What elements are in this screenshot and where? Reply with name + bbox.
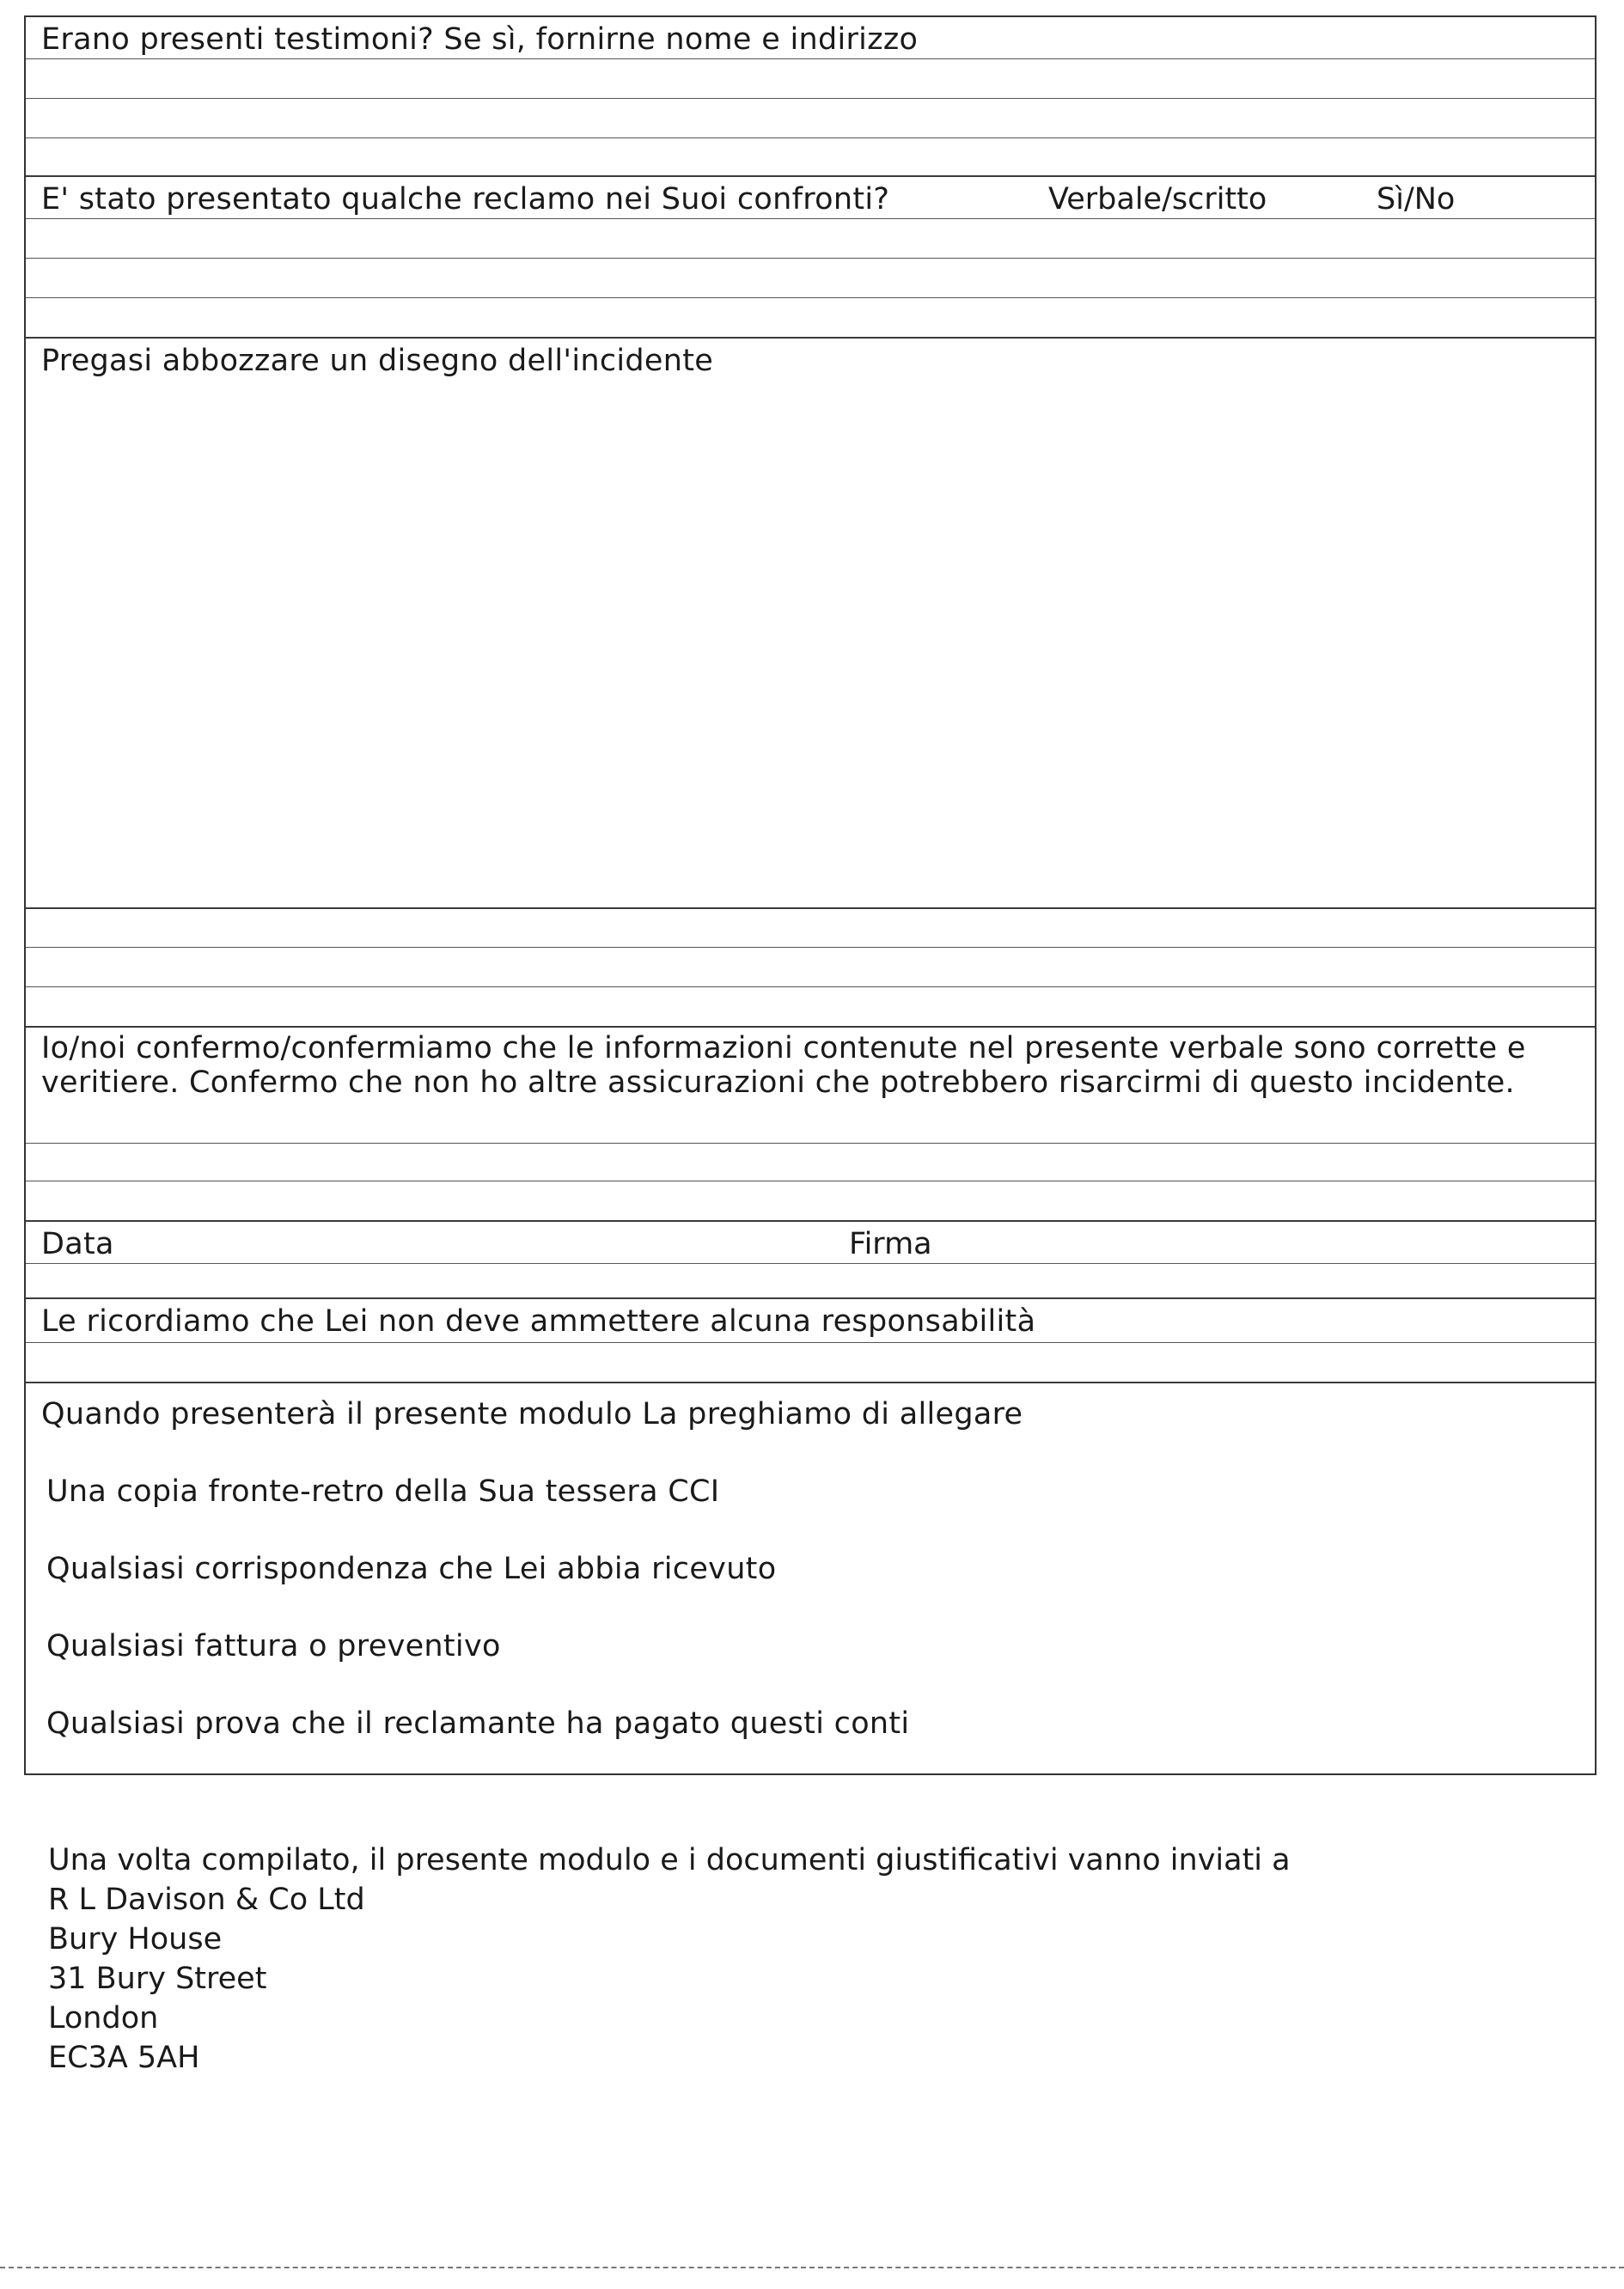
claim-yes-no-label[interactable]: Sì/No bbox=[1377, 182, 1456, 217]
date-label: Data bbox=[41, 1227, 114, 1261]
date-signature-line[interactable] bbox=[26, 1263, 1595, 1264]
attachment-item: Qualsiasi corrispondenza che Lei abbia ricevuto bbox=[46, 1552, 777, 1586]
footer-instruction: Una volta compilato, il presente modulo e i documenti giustificativi vanno inviati a bbox=[48, 1843, 1291, 1877]
section-divider bbox=[26, 1143, 1595, 1144]
claim-type-label: Verbale/scritto bbox=[1048, 182, 1267, 217]
answer-line[interactable] bbox=[26, 297, 1595, 298]
signature-label: Firma bbox=[849, 1227, 932, 1261]
claim-question: E' stato presentato qualche reclamo nei Suoi confronti? bbox=[41, 182, 890, 217]
attachment-item: Una copia fronte-retro della Sua tessera CCI bbox=[46, 1474, 720, 1509]
answer-line[interactable] bbox=[26, 58, 1595, 59]
answer-line[interactable] bbox=[26, 947, 1595, 948]
attachment-item: Qualsiasi fattura o preventivo bbox=[46, 1629, 501, 1663]
page-bottom-rule bbox=[0, 2267, 1624, 2268]
footer bbox=[48, 1840, 1291, 2078]
answer-line[interactable] bbox=[26, 98, 1595, 99]
section-divider bbox=[26, 1342, 1595, 1343]
answer-line[interactable] bbox=[26, 986, 1595, 987]
declaration-text: Io/noi confermo/confermiamo che le informazioni contenute nel presente verbale sono corrette e veritiere. Confermo che non ho altre assicurazioni che potrebbero risarcirmi di questo incidente. bbox=[41, 1031, 1526, 1100]
sketch-area[interactable] bbox=[26, 382, 1595, 906]
address-line: R L Davison & Co Ltd bbox=[48, 1883, 365, 1917]
section-divider bbox=[26, 337, 1595, 339]
address-line: Bury House bbox=[48, 1922, 223, 1956]
section-divider bbox=[26, 175, 1595, 177]
reminder-text: Le ricordiamo che Lei non deve ammettere alcuna responsabilità bbox=[41, 1304, 1036, 1339]
sketch-prompt: Pregasi abbozzare un disegno dell'incidente bbox=[41, 344, 714, 378]
answer-line[interactable] bbox=[26, 137, 1595, 138]
section-divider bbox=[26, 907, 1595, 909]
witnesses-question: Erano presenti testimoni? Se sì, fornirne nome e indirizzo bbox=[41, 22, 919, 57]
section-divider bbox=[26, 1220, 1595, 1222]
attachment-item: Qualsiasi prova che il reclamante ha pagato questi conti bbox=[46, 1706, 910, 1741]
address-line: London bbox=[48, 2001, 159, 2036]
attachments-intro: Quando presenterà il presente modulo La preghiamo di allegare bbox=[41, 1397, 1023, 1431]
section-divider bbox=[26, 1297, 1595, 1299]
section-divider bbox=[26, 1382, 1595, 1383]
answer-line[interactable] bbox=[26, 258, 1595, 259]
claim-form bbox=[24, 15, 1597, 1775]
answer-line[interactable] bbox=[26, 218, 1595, 219]
section-divider bbox=[26, 1026, 1595, 1028]
address-line: EC3A 5AH bbox=[48, 2041, 200, 2075]
address-line: 31 Bury Street bbox=[48, 1962, 267, 1996]
